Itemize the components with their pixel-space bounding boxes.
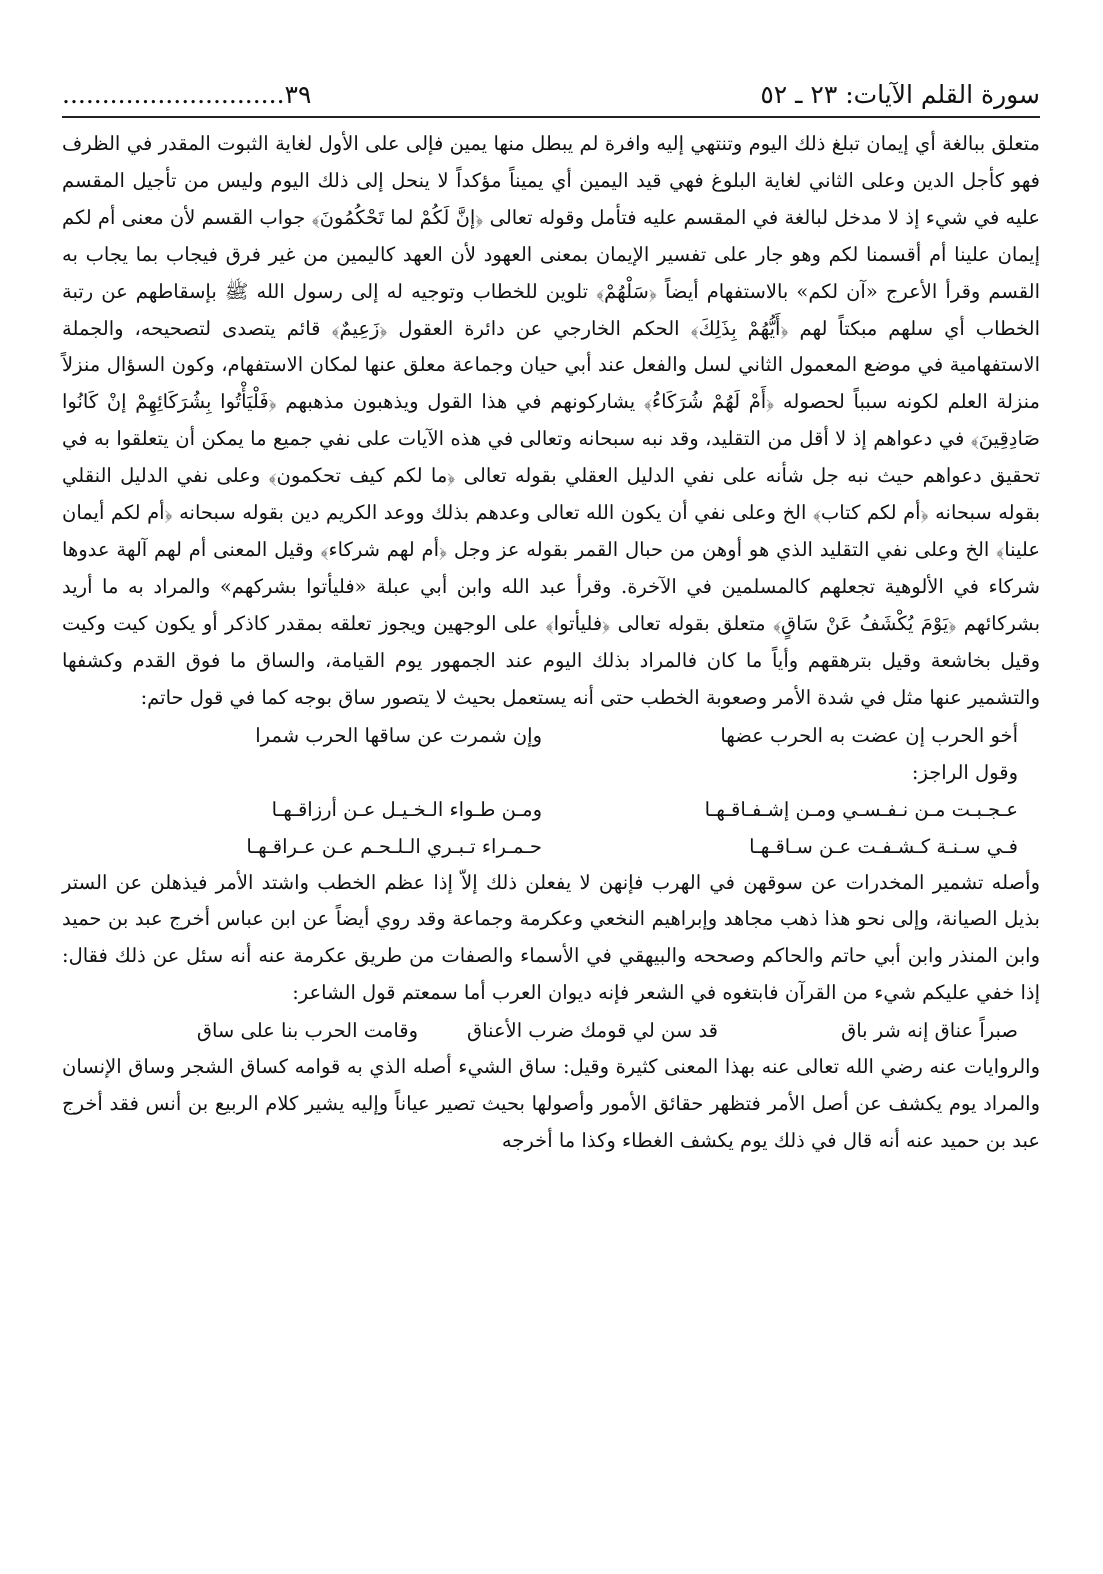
- verse-shaer-part2: قد سن لي قومك ضرب الأعناق: [466, 1019, 718, 1043]
- page-number: ٣٩............................: [62, 80, 312, 109]
- commentary-paragraph-3: والروايات عنه رضي الله تعالى عنه بهذا المعنى كثيرة وقيل: ساق الشيء أصله الذي به قوامه كساق الشجر وساق الإنسان والمراد يوم يكشف عن أصل الأمر فتظهر حقائق الأمور وأصولها بحيث تصير عياناً وإليه يشير كلام الربيع بن أنس فقد أخرج عبد بن حميد عنه أنه قال في ذلك يوم يكشف الغطاء وكذا ما أخرجه: [62, 1055, 1040, 1152]
- verse-rajaz-1: [62, 791, 1040, 828]
- commentary-paragraph-2: وأصله تشمير المخدرات عن سوقهن في الهرب فإنهن لا يفعلن ذلك إلاّ إذا عظم الخطب واشتد الأمر فيذهلن عن الستر بذيل الصيانة، وإلى نحو هذا ذهب مجاهد وإبراهيم النخعي وعكرمة وجماعة وقد روي أيضاً عن ابن عباس أخرج عبد بن حميد وابن المنذر وابن أبي حاتم والحاكم وصححه والبيهقي في الأسماء والصفات من طريق عكرمة عنه أنه سئل عن ذلك فقال: إذا خفي عليكم شيء من القرآن فابتغوه في الشعر فإنه ديوان العرب أما سمعتم قول الشاعر:: [62, 870, 1040, 1005]
- page: [62, 80, 1040, 1160]
- verse-rajaz-2-second: حـمـراء تـبـري الـلـحـم عـن عـراقـهـا: [246, 834, 542, 858]
- verse-rajaz-1-second: ومـن طـواء الـخـيـل عـن أرزاقـهـا: [271, 797, 542, 821]
- verse-rajaz-2: [62, 828, 1040, 865]
- running-title: سورة القلم الآيات: ٢٣ ـ ٥٢: [760, 80, 1040, 109]
- verse-shaer-part3: وقامت الحرب بنا على ساق: [196, 1019, 418, 1043]
- verse-shaer: [62, 1012, 1018, 1049]
- rajaz-intro: وقول الراجز:: [911, 760, 1018, 784]
- verse-hatim-second: وإن شمرت عن ساقها الحرب شمرا: [255, 723, 542, 747]
- running-header: [62, 80, 1040, 114]
- verse-hatim-first: أخو الحرب إن عضت به الحرب عضها: [720, 723, 1018, 747]
- header-rule: [62, 116, 1040, 118]
- verse-hatim: [62, 717, 1040, 754]
- verse-shaer-part1: صبراً عناق إنه شر باق: [841, 1019, 1018, 1043]
- verse-rajaz-2-first: فـي سـنـة كـشـفـت عـن سـاقـهـا: [749, 834, 1018, 858]
- verse-rajaz-1-first: عـجـبـت مـن نـفـسـي ومـن إشـفـاقـهـا: [704, 797, 1018, 821]
- commentary-paragraph-1: متعلق ببالغة أي إيمان تبلغ ذلك اليوم وتنتهي إليه وافرة لم يبطل منها يمين فإلى على الأول لغاية الثبوت المقدر في الظرف فهو كأجل الدين وعلى الثاني لغاية البلوغ فهي قيد اليمين أي يميناً مؤكداً لا ينحل إلى ذلك اليوم وليس من تأجيل المقسم عليه في شيء إذ لا مدخل لبالغة في المقسم عليه فتأمل وقوله تعالى ﴿إنَّ لَكُمْ لما تَحْكُمُونَ﴾ جواب القسم لأن معنى أم لكم إيمان علينا أم أقسمنا لكم وهو جار على تفسير الإيمان بمعنى العهود لأن العهد كاليمين من غير فرق فيجاب بما يجاب به القسم وقرأ الأعرج «آن لكم» بالاستفهام أيضاً ﴿سَلْهُمْ﴾ تلوين للخطاب وتوجيه له إلى رسول الله ﷺ بإسقاطهم عن رتبة الخطاب أي سلهم مبكتاً لهم ﴿أَيُّهُمْ بِذَلِكَ﴾ الحكم الخارجي عن دائرة العقول ﴿زَعِيمٌ﴾ قائم يتصدى لتصحيحه، والجملة الاستفهامية في موضع المعمول الثاني لسل والفعل عند أبي حيان وجماعة معلق عنها لمكان الاستفهام، وكون السؤال منزلاً منزلة العلم لكونه سبباً لحصوله ﴿أَمْ لَهُمْ شُرَكَاءُ﴾ يشاركونهم في هذا القول ويذهبون مذهبهم ﴿فَلْيَأْتُوا بِشُرَكَائِهِمْ إنْ كَانُوا صَادِقِينَ﴾ في دعواهم إذ لا أقل من التقليد، وقد نبه سبحانه وتعالى في هذه الآيات على نفي جميع ما يمكن أن يتعلقوا به في تحقيق دعواهم حيث نبه جل شأنه على نفي الدليل العقلي بقوله تعالى ﴿ما لكم كيف تحكمون﴾ وعلى نفي الدليل النقلي بقوله سبحانه ﴿أم لكم كتاب﴾ الخ وعلى نفي أن يكون الله تعالى وعدهم بذلك ووعد الكريم دين بقوله سبحانه ﴿أم لكم أيمان علينا﴾ الخ وعلى نفي التقليد الذي هو أوهن من حبال القمر بقوله عز وجل ﴿أم لهم شركاء﴾ وقيل المعنى أم لهم آلهة عدوها شركاء في الألوهية تجعلهم كالمسلمين في الآخرة. وقرأ عبد الله وابن أبي عبلة «فليأتوا بشركهم» والمراد به ما أريد بشركائهم ﴿يَوْمَ يُكْشَفُ عَنْ سَاقٍ﴾ متعلق بقوله تعالى ﴿فليأتوا﴾ على الوجهين ويجوز تعلقه بمقدر كاذكر أو يكون كيت وكيت وقيل بخاشعة وقيل بترهقهم وأياً ما كان فالمراد بذلك اليوم عند الجمهور يوم القيامة، والساق ما فوق القدم وكشفها والتشمير عنها مثل في شدة الأمر وصعوبة الخطب حتى أنه يستعمل بحيث لا يتصور ساق بوجه كما في قول حاتم:: [62, 132, 1040, 709]
